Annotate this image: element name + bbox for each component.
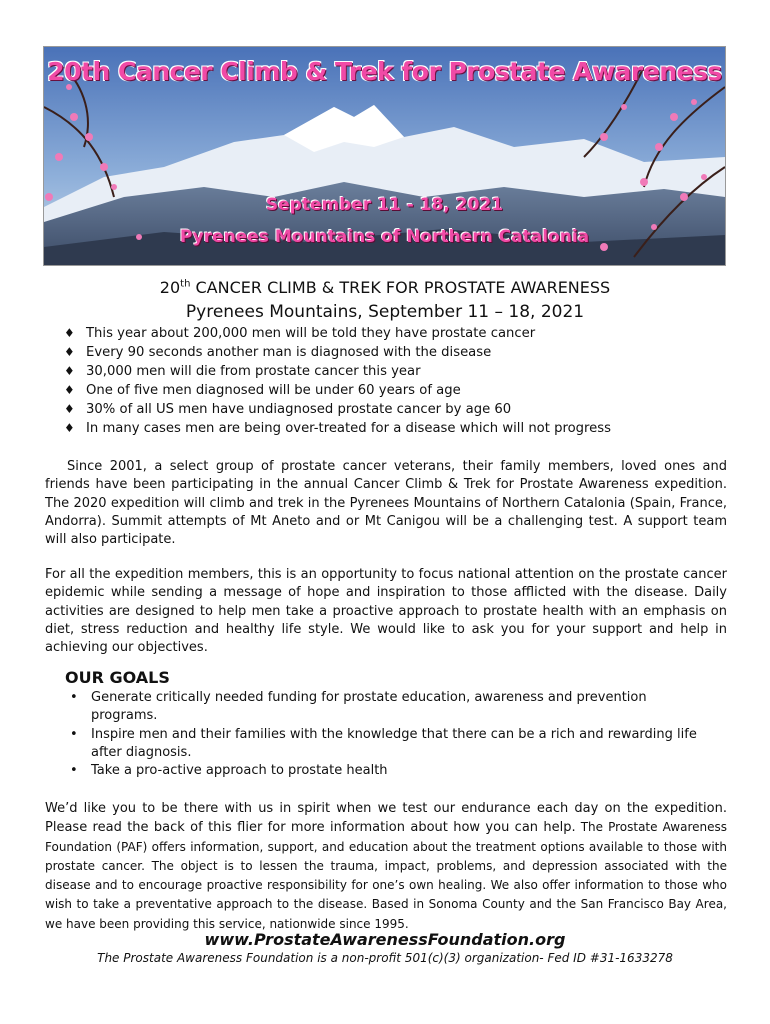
fact-item <box>62 324 611 343</box>
goal-item <box>65 762 715 780</box>
closing-paragraph <box>45 800 727 934</box>
fact-item <box>62 419 611 438</box>
heading-text: CANCER CLIMB & TREK FOR PROSTATE AWARENESS <box>190 278 611 297</box>
goal-item <box>65 726 715 763</box>
heading-superscript: th <box>180 278 191 290</box>
bullet-icon: • <box>70 726 78 742</box>
banner-place: Pyrenees Mountains of Northern Catalonia <box>179 227 590 247</box>
website-link[interactable]: www.ProstateAwarenessFoundation.org <box>204 930 566 949</box>
goal-text: Inspire men and their families with the knowledge that there can be a rich and rewarding life after diagnosis. <box>91 726 697 760</box>
document-heading <box>0 278 770 297</box>
fact-item <box>62 343 611 362</box>
fact-text: This year about 200,000 men will be told they have prostate cancer <box>86 326 536 341</box>
goal-item <box>65 689 715 726</box>
fact-text: 30% of all US men have undiagnosed prostate cancer by age 60 <box>86 402 512 417</box>
intro-paragraph: Since 2001, a select group of prostate cancer veterans, their family members, loved ones and friends have been participating in the annual Cancer Climb & Trek for Prostate Awareness expedition. The 2020 expedition will climb and trek in the Pyrenees Mountains of Northern Catalonia (Spain, France, Andorra). Summit attempts of Mt Aneto and or Mt Canigou will be a challenging test. A support team will also participate. <box>45 459 727 548</box>
fact-item <box>62 381 611 400</box>
fact-text: Every 90 seconds another man is diagnosed with the disease <box>86 345 492 360</box>
banner-date: September 11 - 18, 2021 <box>265 195 504 215</box>
diamond-bullet-icon: ♦ <box>64 402 75 416</box>
fact-text: In many cases men are being over-treated for a disease which will not progress <box>86 421 612 436</box>
diamond-bullet-icon: ♦ <box>64 421 75 435</box>
fact-text: 30,000 men will die from prostate cancer this year <box>86 364 421 379</box>
banner-image <box>43 46 726 266</box>
closing-main-text: We’d like you to be there with us in spirit when we test our endurance each day on the expedition. Please read the back of this flier for more information about how you can help. <box>45 801 727 836</box>
banner-title: 20th Cancer Climb & Trek for Prostate Awareness <box>47 57 722 86</box>
fact-item <box>62 400 611 419</box>
diamond-bullet-icon: ♦ <box>64 326 75 340</box>
document-subheading: Pyrenees Mountains, September 11 – 18, 2021 <box>185 302 585 322</box>
facts-list <box>62 324 611 438</box>
bullet-icon: • <box>70 763 78 779</box>
foundation-description: The Prostate Awareness Foundation (PAF) offers information, support, and education about the treatment options available to those with prostate cancer. The object is to lessen the trauma, impact, problems, and depression associated with the disease and to encourage proactive responsibility for one’s own healing. We also offer information to those who wish to take a preventative approach to the disease. Based in Sonoma County and the San Francisco Bay Area, we have been providing this service, nationwide since 1995. <box>45 820 728 931</box>
heading-number: 20 <box>159 278 181 297</box>
bullet-icon: • <box>70 690 78 705</box>
goals-list <box>65 689 715 780</box>
goal-text: Take a pro-active approach to prostate health <box>91 763 388 779</box>
goals-heading: OUR GOALS <box>65 668 170 687</box>
diamond-bullet-icon: ♦ <box>64 383 75 397</box>
goal-text: Generate critically needed funding for prostate education, awareness and prevention programs. <box>91 690 647 724</box>
diamond-bullet-icon: ♦ <box>64 345 75 359</box>
opportunity-paragraph: For all the expedition members, this is an opportunity to focus national attention on the prostate cancer epidemic while sending a message of hope and inspiration to those afflicted with the disease. Daily activities are designed to help men take a proactive approach to prostate health with an emphasis on diet, stress reduction and healthy life style. We would like to ask you for your support and help in achieving our objectives. <box>45 567 727 656</box>
diamond-bullet-icon: ♦ <box>64 364 75 378</box>
fact-item <box>62 362 611 381</box>
fact-text: One of five men diagnosed will be under 60 years of age <box>86 383 461 398</box>
footer-note: The Prostate Awareness Foundation is a non-profit 501(c)(3) organization- Fed ID #31-1633278 <box>97 951 673 965</box>
